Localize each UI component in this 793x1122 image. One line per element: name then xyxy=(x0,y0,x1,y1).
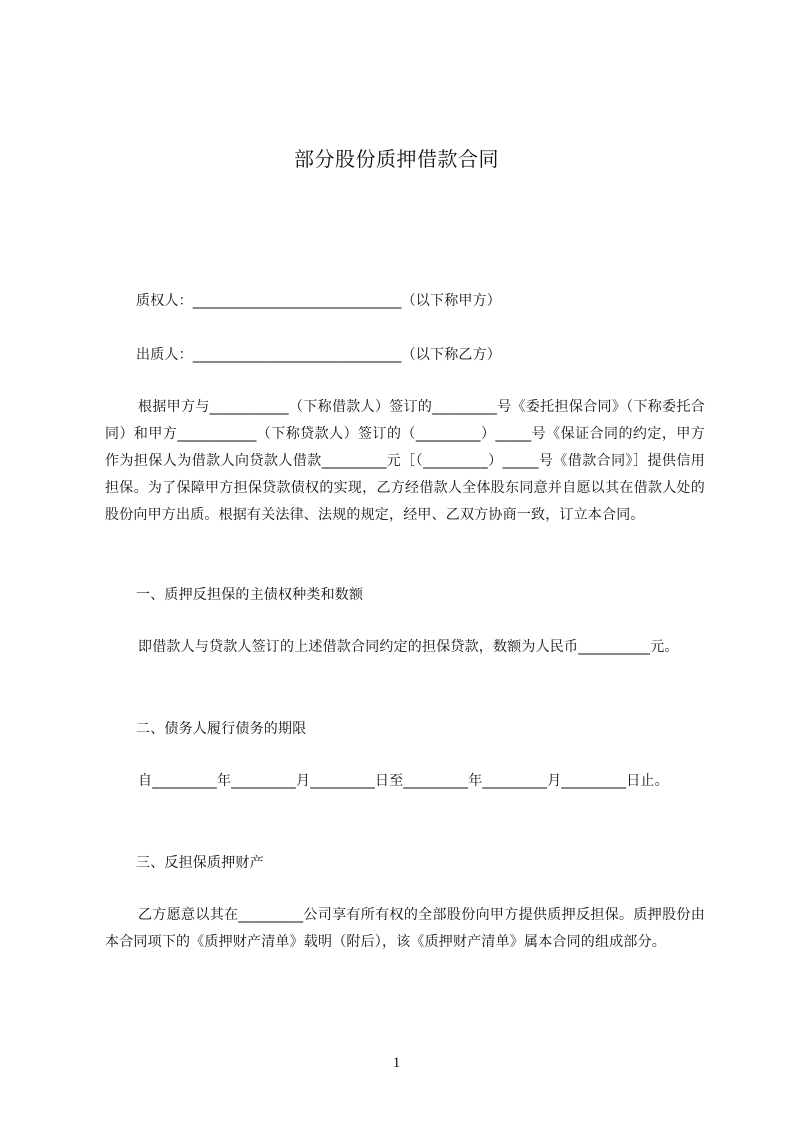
section-3-heading: 三、反担保质押财产 xyxy=(136,855,264,871)
page-title: 部分股份质押借款合同 xyxy=(294,147,499,171)
preamble-paragraph: 根据甲方与___________（下称借款人）签订的_________号《委托担保合同》（下称委托合同）和甲方___________（下称贷款人）签订的（_________）_____号《保证合同的约定，甲方作为担保人为借款人向贷款人借款_________元［（_________）_____号《借款合同》］提供信用担保。为了保障甲方担保贷款债权的实现，乙方经借款人全体股东同意并自愿以其在借款人处的股份向甲方出质。根据有关法律、法规的规定，经甲、乙双方协商一致，订立本合同。 xyxy=(105,399,705,523)
section-1-heading: 一、质押反担保的主债权种类和数额 xyxy=(136,587,364,603)
section-3-body: 乙方愿意以其在_________公司享有所有权的全部股份向甲方提供质押反担保。质押股份由本合同项下的《质押财产清单》载明（附后），该《质押财产清单》属本合同的组成部分。 xyxy=(105,907,705,950)
pledgor-line: 出质人：_____________________________（以下称乙方） xyxy=(136,347,501,363)
section-2-heading: 二、债务人履行债务的期限 xyxy=(136,721,307,737)
section-2-body: 自_________年_________月_________日至_________年_________月_________日止。 xyxy=(138,773,669,789)
section-1-body: 即借款人与贷款人签订的上述借款合同约定的担保贷款，数额为人民币__________元。 xyxy=(138,639,679,655)
page-number: 1 xyxy=(392,1055,401,1071)
pledgee-line: 质权人：_____________________________（以下称甲方） xyxy=(136,293,501,309)
